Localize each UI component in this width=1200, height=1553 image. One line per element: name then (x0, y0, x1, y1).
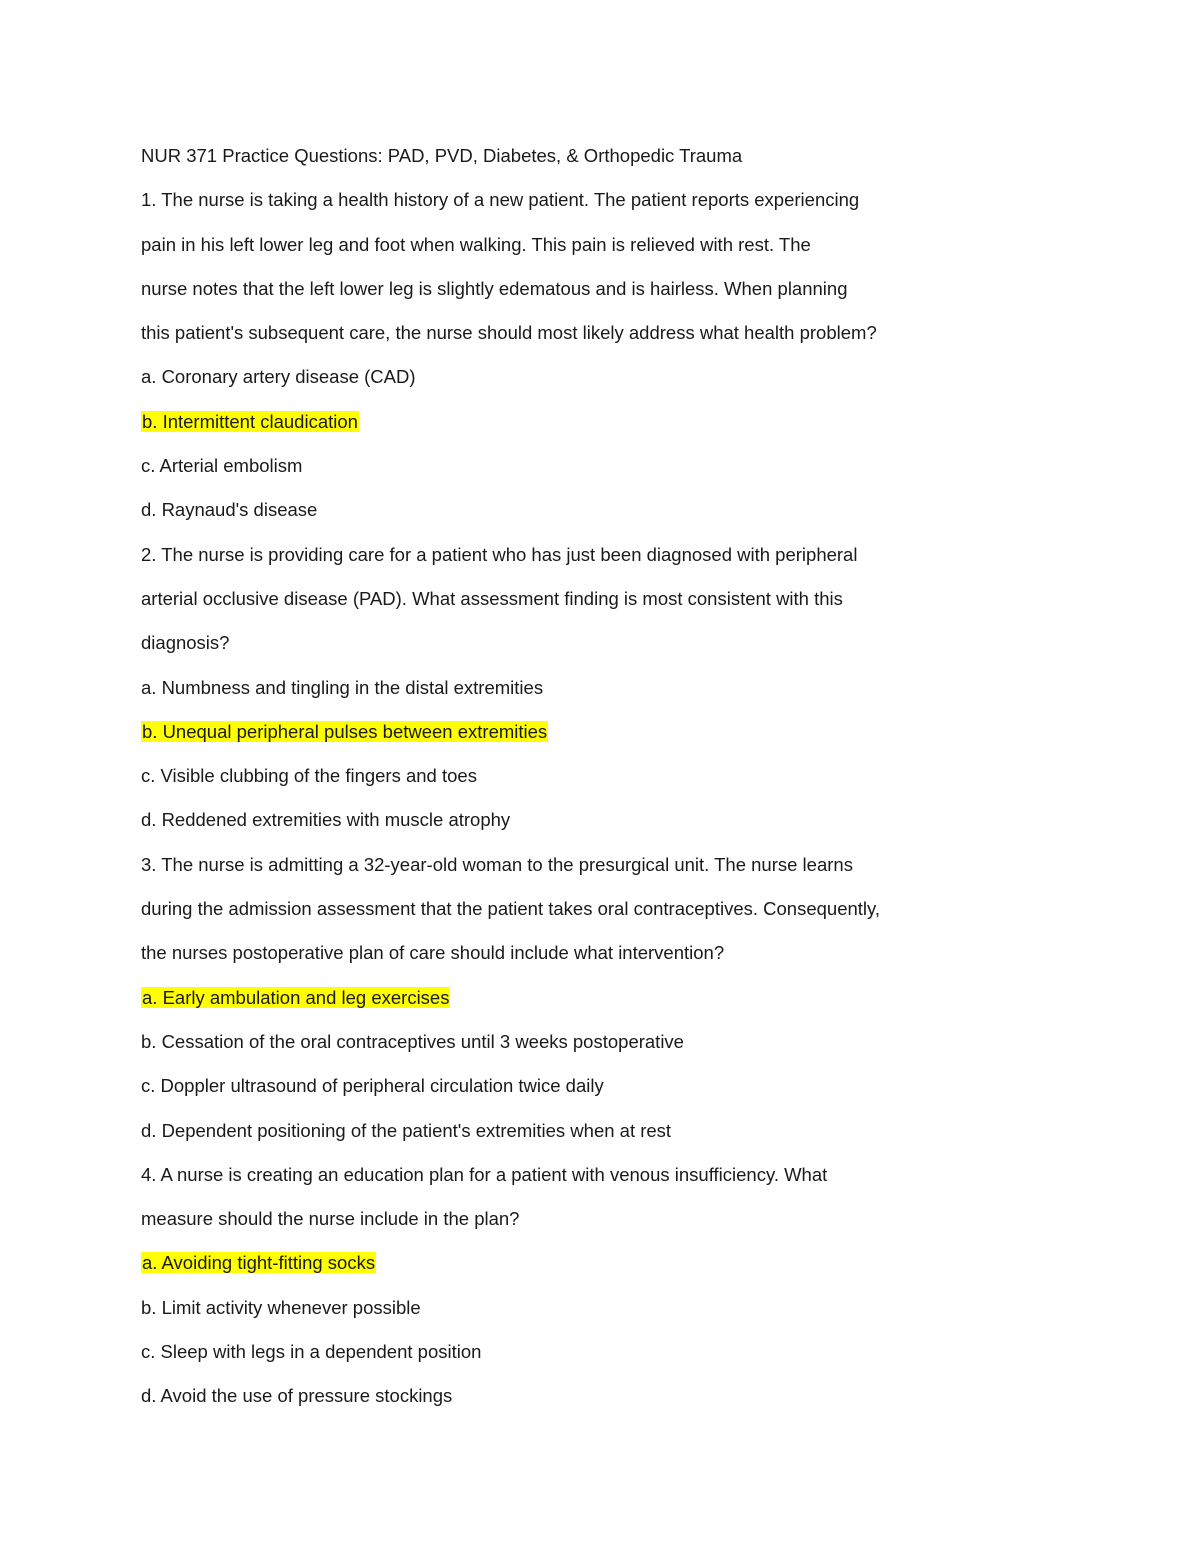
correct-answer-highlight: b. Unequal peripheral pulses between extremities (142, 720, 548, 742)
question-stem-line: diagnosis? (141, 632, 230, 654)
question-stem-line: measure should the nurse include in the plan? (141, 1208, 520, 1230)
question-1 (141, 185, 1041, 539)
question-stem-line: 3. The nurse is admitting a 32-year-old woman to the presurgical unit. The nurse learns (141, 853, 853, 875)
answer-option-correct (141, 407, 1041, 451)
answer-option: c. Visible clubbing of the fingers and toes (141, 765, 477, 787)
question-2 (141, 540, 1041, 850)
answer-option: a. Coronary artery disease (CAD) (141, 366, 416, 388)
answer-option: c. Doppler ultrasound of peripheral circulation twice daily (141, 1075, 604, 1097)
answer-option: a. Numbness and tingling in the distal extremities (141, 676, 544, 698)
document-content (141, 141, 1041, 1426)
answer-option: d. Reddened extremities with muscle atrophy (141, 809, 511, 831)
question-stem-line: 2. The nurse is providing care for a patient who has just been diagnosed with peripheral (141, 543, 858, 565)
question-stem-line: arterial occlusive disease (PAD). What assessment finding is most consistent with this (141, 587, 843, 609)
answer-option-correct (141, 1248, 1041, 1292)
answer-option-correct (141, 983, 1041, 1027)
answer-option: b. Limit activity whenever possible (141, 1296, 421, 1318)
answer-option: d. Dependent positioning of the patient's extremities when at rest (141, 1119, 672, 1141)
question-stem-line: the nurses postoperative plan of care should include what intervention? (141, 942, 725, 964)
question-stem-line: pain in his left lower leg and foot when walking. This pain is relieved with rest. The (141, 233, 811, 255)
question-stem-line: 4. A nurse is creating an education plan for a patient with venous insufficiency. What (141, 1163, 828, 1185)
answer-option: d. Raynaud's disease (141, 499, 318, 521)
correct-answer-highlight: b. Intermittent claudication (142, 410, 358, 432)
answer-option: c. Sleep with legs in a dependent position (141, 1341, 482, 1363)
question-stem-line: 1. The nurse is taking a health history of a new patient. The patient reports experiencing (141, 189, 860, 211)
question-stem-line: nurse notes that the left lower leg is slightly edematous and is hairless. When planning (141, 277, 848, 299)
question-4 (141, 1160, 1041, 1426)
question-stem-line: during the admission assessment that the patient takes oral contraceptives. Consequently, (141, 898, 881, 920)
question-stem-line: this patient's subsequent care, the nurse should most likely address what health problem? (141, 322, 877, 344)
correct-answer-highlight: a. Early ambulation and leg exercises (142, 986, 450, 1008)
answer-option: c. Arterial embolism (141, 455, 303, 477)
correct-answer-highlight: a. Avoiding tight-fitting socks (142, 1252, 376, 1274)
answer-option: d. Avoid the use of pressure stockings (141, 1385, 453, 1407)
question-3 (141, 850, 1041, 1160)
answer-option: b. Cessation of the oral contraceptives until 3 weeks postoperative (141, 1030, 684, 1052)
answer-option-correct (141, 717, 1041, 761)
document-title: NUR 371 Practice Questions: PAD, PVD, Diabetes, & Orthopedic Trauma (141, 145, 743, 166)
